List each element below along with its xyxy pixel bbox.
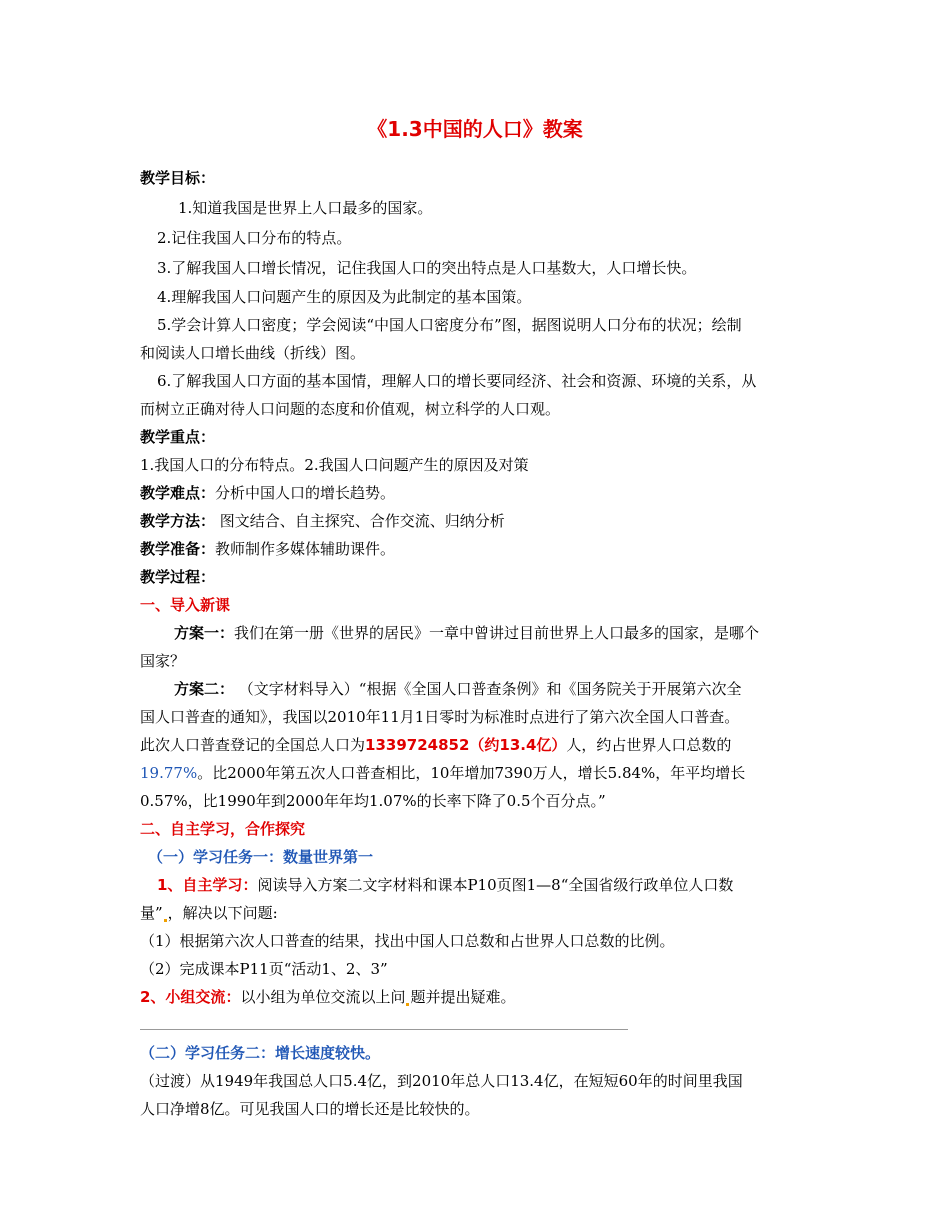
key-text: 1.我国人口的分布特点。2.我国人口问题产生的原因及对策 [140, 456, 529, 474]
question-2: （2）完成课本P11页“活动1、2、3” [140, 960, 388, 978]
self-study-cont-b: ，解决以下问题: [167, 904, 278, 922]
prep-text: 教师制作多媒体辅助课件。 [215, 540, 396, 558]
group-label: 2、小组交流： [140, 988, 241, 1006]
plan-2-line-4 [140, 763, 745, 783]
annotation-dot [164, 919, 167, 922]
plan-1-cont: 国家？ [140, 652, 186, 670]
task-2-heading: （二）学习任务二：增长速度较快。 [140, 1044, 381, 1062]
plan-2-line-3-b: 人，约占世界人口总数的 [566, 736, 732, 754]
group-text-b: 题并提出疑难。 [410, 988, 516, 1006]
method-text: 图文结合、自主探究、合作交流、归纳分析 [215, 512, 505, 530]
prep-label: 教学准备： [140, 540, 216, 558]
transition-line-1: （过渡）从1949年我国总人口5.4亿，到2010年总人口13.4亿，在短短60年的时间里我国 [140, 1072, 743, 1090]
goal-3: 3.了解我国人口增长情况，记住我国人口的突出特点是人口基数大，人口增长快。 [157, 259, 697, 277]
plan-1-text: 我们在第一册《世界的居民》一章中曾讲过目前世界上人口最多的国家，是哪个 [234, 624, 760, 642]
goals-heading: 教学目标： [140, 169, 216, 187]
key-heading: 教学重点： [140, 428, 216, 446]
plan-2-label: 方案二： [174, 680, 235, 698]
plan-2 [174, 679, 741, 699]
goal-4: 4.理解我国人口问题产生的原因及为此制定的基本国策。 [157, 288, 532, 306]
goal-6-cont: 而树立正确对待人口问题的态度和价值观，树立科学的人口观。 [140, 400, 561, 418]
method-label: 教学方法： [140, 512, 216, 530]
plan-2-line-5: 0.57%，比1990年到2000年年均1.07%的长率下降了0.5个百分点。” [140, 792, 606, 810]
plan-2-line-4-b: 。比2000年第五次人口普查相比，10年增加7390万人，增长5.84%，年平均增长 [197, 764, 746, 782]
goal-6: 6.了解我国人口方面的基本国情，理解人口的增长要同经济、社会和资源、环境的关系，从 [157, 372, 757, 390]
prep-row [140, 539, 395, 559]
process-heading: 教学过程： [140, 568, 216, 586]
population-total: 1339724852 [365, 736, 470, 754]
goal-1: 1.知道我国是世界上人口最多的国家。 [178, 199, 433, 217]
goal-2: 2.记住我国人口分布的特点。 [157, 229, 352, 247]
section-divider [140, 1029, 628, 1030]
plan-2-line-3 [140, 735, 731, 755]
difficult-row [140, 483, 395, 503]
group-text-a: 以小组为单位交流以上问 [240, 988, 406, 1006]
group-discussion [140, 987, 515, 1007]
difficult-label: 教学难点： [140, 484, 216, 502]
goal-5-cont: 和阅读人口增长曲线（折线）图。 [140, 344, 366, 362]
difficult-text: 分析中国人口的增长趋势。 [215, 484, 396, 502]
population-approx: （约13.4亿） [469, 736, 567, 754]
self-study-cont [140, 903, 278, 923]
transition-line-2: 人口净增8亿。可见我国人口的增长还是比较快的。 [140, 1100, 480, 1118]
section-2-heading: 二、自主学习，合作探究 [140, 820, 306, 838]
self-study [157, 875, 733, 895]
plan-2-line-2: 国人口普查的通知》，我国以2010年11月1日零时为标准时点进行了第六次全国人口普查。 [140, 708, 740, 726]
task-1-heading: （一）学习任务一：数量世界第一 [148, 848, 374, 866]
plan-2-line-3-a: 此次人口普查登记的全国总人口为 [140, 736, 366, 754]
self-study-cont-a: 量” [140, 904, 163, 922]
self-study-label: 1、自主学习： [157, 876, 258, 894]
section-1-heading: 一、导入新课 [140, 596, 231, 614]
method-row [140, 511, 505, 531]
question-1: （1）根据第六次人口普查的结果，找出中国人口总数和占世界人口总数的比例。 [140, 932, 675, 950]
plan-2-text: （文字材料导入）“根据《全国人口普查条例》和《国务院关于开展第六次全 [234, 680, 742, 698]
plan-1-label: 方案一： [174, 624, 235, 642]
goal-5: 5.学会计算人口密度；学会阅读“中国人口密度分布”图，据图说明人口分布的状况；绘制 [157, 316, 742, 334]
world-percentage: 19.77% [140, 764, 198, 782]
plan-1 [174, 623, 759, 643]
self-study-text: 阅读导入方案二文字材料和课本P10页图1—8“全国省级行政单位人口数 [257, 876, 734, 894]
document-title: 《1.3中国的人口》教案 [367, 117, 583, 141]
